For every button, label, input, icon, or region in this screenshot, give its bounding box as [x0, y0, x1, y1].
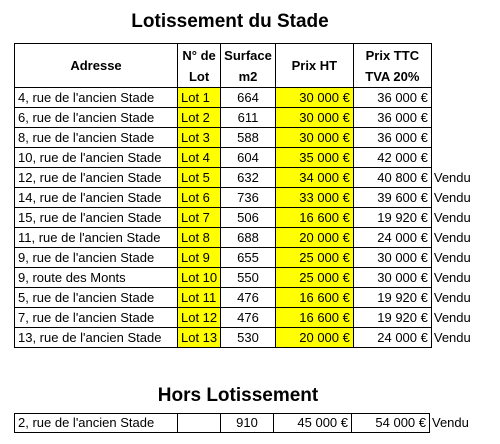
page-title: Lotissement du Stade — [131, 11, 329, 32]
table-row — [15, 208, 478, 228]
table-row — [15, 188, 478, 208]
section-title-hors: Hors Lotissement — [157, 385, 319, 406]
cell-prix-ttc: 19 920 € — [353, 208, 431, 228]
cell-lot: Lot 7 — [178, 208, 221, 228]
table-row — [15, 168, 478, 188]
cell-lot: Lot 4 — [178, 148, 221, 168]
cell-prix-ht: 25 000 € — [275, 268, 353, 288]
cell-prix-ttc: 36 000 € — [353, 128, 431, 148]
cell-lot: Lot 10 — [178, 268, 221, 288]
header-lot — [178, 44, 221, 88]
cell-adresse: 8, rue de l'ancien Stade — [15, 128, 178, 148]
cell-prix-ht: 16 600 € — [275, 308, 353, 328]
cell-statut — [431, 128, 477, 148]
cell-adresse: 9, rue de l'ancien Stade — [15, 248, 178, 268]
cell-adresse: 12, rue de l'ancien Stade — [15, 168, 178, 188]
header-prix-ht: Prix HT — [275, 44, 353, 88]
cell-adresse: 5, rue de l'ancien Stade — [15, 288, 178, 308]
cell-prix-ht: 30 000 € — [275, 128, 353, 148]
cell-prix-ttc: 19 920 € — [353, 308, 431, 328]
cell-statut — [431, 88, 477, 108]
cell-surface: 910 — [221, 414, 274, 433]
cell-lot: Lot 8 — [178, 228, 221, 248]
cell-lot: Lot 13 — [178, 328, 221, 348]
cell-prix-ttc: 54 000 € — [352, 414, 430, 433]
cell-lot: Lot 11 — [178, 288, 221, 308]
cell-prix-ht: 30 000 € — [275, 108, 353, 128]
cell-surface: 604 — [221, 148, 276, 168]
cell-statut: Vendu — [433, 169, 471, 185]
cell-statut — [431, 148, 477, 168]
cell-prix-ttc: 42 000 € — [353, 148, 431, 168]
cell-surface: 476 — [221, 288, 276, 308]
table-row — [15, 328, 478, 348]
lots-table — [14, 43, 478, 348]
cell-prix-ht: 35 000 € — [275, 148, 353, 168]
cell-statut: Vendu — [433, 309, 471, 325]
cell-statut: Vendu — [433, 229, 471, 245]
cell-adresse: 14, rue de l'ancien Stade — [15, 188, 178, 208]
table-row — [15, 148, 478, 168]
cell-prix-ttc: 30 000 € — [353, 268, 431, 288]
header-adresse: Adresse — [15, 44, 178, 88]
cell-lot: Lot 3 — [178, 128, 221, 148]
cell-lot: Lot 12 — [178, 308, 221, 328]
table-row — [15, 108, 478, 128]
table-row — [15, 268, 478, 288]
cell-adresse: 4, rue de l'ancien Stade — [15, 88, 178, 108]
cell-adresse: 2, rue de l'ancien Stade — [15, 414, 178, 433]
cell-prix-ttc: 36 000 € — [353, 108, 431, 128]
table-row — [15, 288, 478, 308]
header-prix-ttc-line1: Prix TTC — [365, 47, 420, 63]
table-row — [15, 88, 478, 108]
cell-statut: Vendu — [432, 415, 469, 430]
cell-statut: Vendu — [433, 289, 471, 305]
cell-surface: 655 — [221, 248, 276, 268]
cell-adresse: 7, rue de l'ancien Stade — [15, 308, 178, 328]
cell-lot — [178, 414, 221, 433]
header-prix-ttc-line2: TVA 20% — [365, 68, 420, 84]
cell-prix-ht: 16 600 € — [275, 208, 353, 228]
cell-statut: Vendu — [433, 249, 471, 265]
cell-surface: 611 — [221, 108, 276, 128]
cell-prix-ht: 45 000 € — [274, 414, 352, 433]
cell-surface: 550 — [221, 268, 276, 288]
cell-adresse: 11, rue de l'ancien Stade — [15, 228, 178, 248]
table-row — [15, 414, 476, 433]
cell-statut — [431, 108, 477, 128]
cell-surface: 506 — [221, 208, 276, 228]
cell-adresse: 15, rue de l'ancien Stade — [15, 208, 178, 228]
cell-prix-ttc: 39 600 € — [353, 188, 431, 208]
header-statut — [431, 44, 477, 88]
cell-lot: Lot 5 — [178, 168, 221, 188]
cell-prix-ttc: 24 000 € — [353, 328, 431, 348]
header-surface — [221, 44, 276, 88]
cell-prix-ttc: 40 800 € — [353, 168, 431, 188]
cell-surface: 736 — [221, 188, 276, 208]
cell-surface: 632 — [221, 168, 276, 188]
cell-lot: Lot 9 — [178, 248, 221, 268]
cell-prix-ht: 25 000 € — [275, 248, 353, 268]
cell-prix-ht: 20 000 € — [275, 228, 353, 248]
cell-statut: Vendu — [433, 329, 471, 345]
cell-prix-ttc: 24 000 € — [353, 228, 431, 248]
cell-surface: 688 — [221, 228, 276, 248]
cell-prix-ht: 33 000 € — [275, 188, 353, 208]
cell-adresse: 10, rue de l'ancien Stade — [15, 148, 178, 168]
cell-prix-ht: 20 000 € — [275, 328, 353, 348]
header-lot-line1: N° de — [182, 47, 216, 63]
cell-adresse: 9, route des Monts — [15, 268, 178, 288]
table-row — [15, 248, 478, 268]
table-row — [15, 308, 478, 328]
cell-surface: 664 — [221, 88, 276, 108]
cell-surface: 476 — [221, 308, 276, 328]
cell-statut: Vendu — [433, 269, 471, 285]
header-prix-ttc — [353, 44, 431, 88]
cell-surface: 530 — [221, 328, 276, 348]
header-surface-line1: Surface — [224, 47, 272, 63]
cell-statut: Vendu — [433, 189, 471, 205]
cell-lot: Lot 2 — [178, 108, 221, 128]
cell-prix-ttc: 19 920 € — [353, 288, 431, 308]
cell-adresse: 6, rue de l'ancien Stade — [15, 108, 178, 128]
table-header-row — [15, 44, 478, 88]
cell-prix-ttc: 30 000 € — [353, 248, 431, 268]
cell-lot: Lot 6 — [178, 188, 221, 208]
table-row — [15, 228, 478, 248]
table-row — [15, 128, 478, 148]
header-surface-line2: m2 — [238, 68, 258, 84]
header-lot-line2: Lot — [188, 68, 210, 84]
cell-prix-ttc: 36 000 € — [353, 88, 431, 108]
hors-table — [14, 413, 475, 433]
cell-statut: Vendu — [433, 209, 471, 225]
cell-prix-ht: 30 000 € — [275, 88, 353, 108]
cell-prix-ht: 16 600 € — [275, 288, 353, 308]
cell-adresse: 13, rue de l'ancien Stade — [15, 328, 178, 348]
cell-prix-ht: 34 000 € — [275, 168, 353, 188]
cell-lot: Lot 1 — [178, 88, 221, 108]
cell-surface: 588 — [221, 128, 276, 148]
